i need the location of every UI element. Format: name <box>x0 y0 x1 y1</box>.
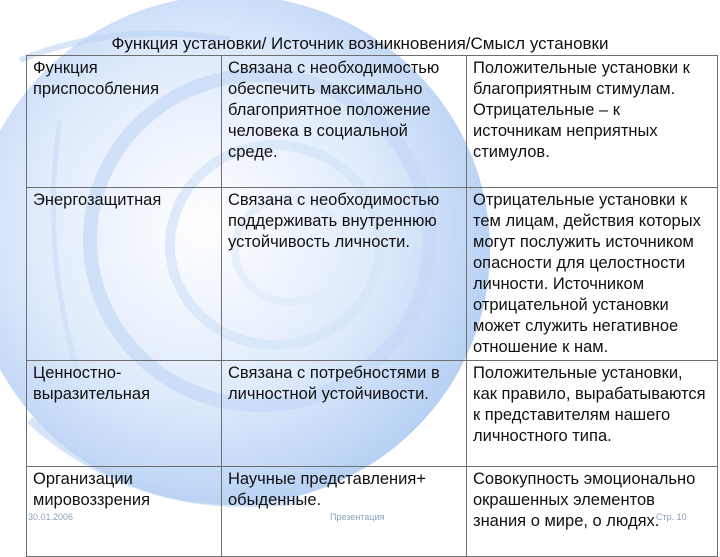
function-cell: Энергозащитная <box>27 188 222 361</box>
slide-title: Функция установки/ Источник возникновения/Смысл установки <box>111 34 609 53</box>
meaning-cell: Положительные установки к благоприятным стимулам. Отрицательные – к источникам неприятных стимулов. <box>467 56 718 188</box>
meaning-cell: Совокупность эмоционально окрашенных элементов знания о мире, о людях. <box>467 467 718 557</box>
table-row <box>27 56 718 188</box>
source-cell: Связана с потребностями в личностной устойчивости. <box>222 361 467 467</box>
meaning-cell: Положительные установки, как правило, вырабатываются к представителям нашего личностного типа. <box>467 361 718 467</box>
function-cell: Функция приспособления <box>27 56 222 188</box>
footer-date: 30.01.2006 <box>28 512 74 522</box>
function-cell: Ценностно-выразительная <box>27 361 222 467</box>
source-cell: Научные представления+ обыденные. <box>222 467 467 557</box>
footer-center: Презентация <box>330 512 385 522</box>
table-row <box>27 188 718 361</box>
source-cell: Связана с необходимостью поддерживать внутреннюю устойчивость личности. <box>222 188 467 361</box>
footer-page-number: Стр. 10 <box>656 512 687 522</box>
source-cell: Связана с необходимостью обеспечить максимально благоприятное положение человека в социальной среде. <box>222 56 467 188</box>
function-cell: Организации мировоззрения <box>27 467 222 557</box>
functions-table <box>26 55 718 557</box>
meaning-cell: Отрицательные установки к тем лицам, действия которых могут послужить источником опасности для целостности личности. Источником отрицательной установки может служить негативное отношение к нам. <box>467 188 718 361</box>
table-row <box>27 361 718 467</box>
